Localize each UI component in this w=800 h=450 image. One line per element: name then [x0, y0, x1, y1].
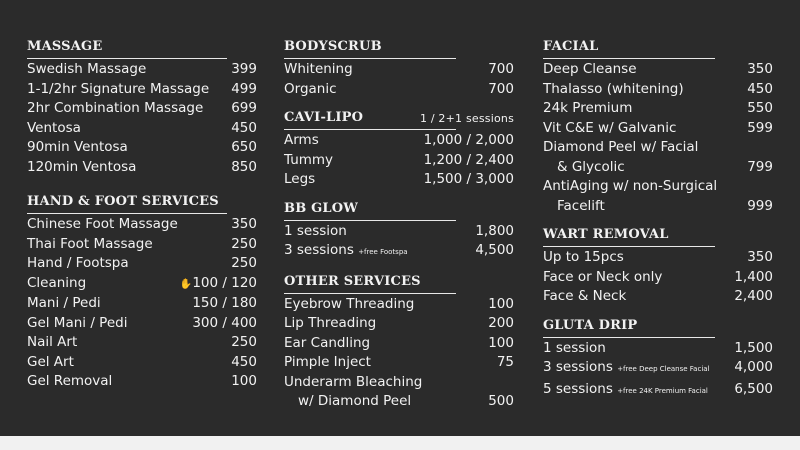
item-price: 250	[231, 235, 257, 252]
item-price: 100	[488, 295, 514, 312]
menu-item	[27, 235, 257, 255]
heading-text: FACIAL	[543, 38, 715, 59]
item-name: Face or Neck only	[543, 268, 663, 285]
section-heading-other	[284, 273, 514, 295]
item-price: 500	[488, 393, 514, 409]
menu-item	[284, 392, 514, 412]
item-price: 100	[488, 334, 514, 351]
item-price: 450	[231, 119, 257, 136]
menu-item	[543, 138, 773, 158]
item-name: Pimple Inject	[284, 354, 371, 370]
item-name: Ventosa	[27, 119, 81, 136]
column-massage-hand-foot	[27, 38, 257, 392]
item-name: Cleaning	[27, 274, 87, 291]
item-name: Swedish Massage	[27, 61, 147, 77]
item-name-text: 5 sessions	[543, 380, 613, 397]
menu-item	[284, 295, 514, 315]
menu-item	[543, 80, 773, 100]
menu-item	[27, 372, 257, 392]
item-name: Gel Art	[27, 353, 74, 370]
menu-item	[27, 274, 257, 295]
section-heading-bodyscrub	[284, 38, 514, 60]
item-name: Nail Art	[27, 334, 78, 350]
item-price: 599	[747, 119, 773, 136]
menu-item	[284, 334, 514, 354]
menu-item	[543, 99, 773, 119]
menu-item	[284, 170, 514, 190]
item-price: 4,000	[734, 359, 773, 375]
item-name: Up to 15pcs	[543, 249, 624, 265]
section-bb-glow	[284, 200, 514, 263]
menu-item	[543, 339, 773, 359]
menu-item	[543, 358, 773, 380]
section-heading-bb-glow	[284, 200, 514, 222]
item-name-text: 1 session	[284, 222, 347, 239]
item-price: 100	[231, 373, 257, 389]
cavi-lipo-session-note: 1 / 2+1 sessions	[419, 112, 514, 125]
menu-item	[27, 99, 257, 119]
item-price: 4,500	[475, 242, 514, 258]
item-price: 700	[488, 80, 514, 97]
heading-text: GLUTA DRIP	[543, 317, 715, 338]
menu-item	[284, 60, 514, 80]
item-price: 1,800	[475, 222, 514, 239]
section-facial	[543, 38, 773, 216]
menu-item	[284, 353, 514, 373]
item-name	[284, 222, 347, 242]
menu-item	[543, 248, 773, 268]
item-name: Facelift	[557, 197, 605, 214]
item-price: 200	[488, 315, 514, 331]
item-name	[543, 380, 708, 402]
menu-item	[27, 314, 257, 334]
item-name: Eyebrow Threading	[284, 295, 415, 312]
section-heading-hand-foot	[27, 193, 257, 215]
section-bodyscrub	[284, 38, 514, 99]
menu-item	[284, 151, 514, 171]
menu-item	[27, 215, 257, 235]
menu-item	[27, 80, 257, 100]
menu-item	[284, 241, 514, 263]
section-heading-gluta	[543, 317, 773, 339]
item-name: Legs	[284, 171, 316, 187]
section-other-services	[284, 273, 514, 412]
section-wart-removal	[543, 226, 773, 307]
item-name: Thai Foot Massage	[27, 235, 153, 252]
heading-text: OTHER SERVICES	[284, 273, 456, 294]
item-name	[543, 339, 606, 359]
item-price: 799	[747, 158, 773, 175]
item-price: 699	[231, 100, 257, 116]
item-price: 850	[231, 158, 257, 175]
item-price: 250	[231, 334, 257, 350]
heading-text: HAND & FOOT SERVICES	[27, 193, 227, 214]
item-name: Deep Cleanse	[543, 61, 637, 77]
item-name-text: 3 sessions	[543, 359, 613, 375]
menu-item	[543, 287, 773, 307]
column-body-other	[284, 38, 514, 412]
menu-item	[543, 268, 773, 288]
item-name: 2hr Combination Massage	[27, 100, 204, 116]
heading-text: WART REMOVAL	[543, 226, 715, 247]
item-price: 300 / 400	[192, 314, 257, 331]
item-price: 450	[747, 80, 773, 97]
item-name-text: 1 session	[543, 339, 606, 356]
item-price: 250	[231, 255, 257, 271]
menu-item	[543, 158, 773, 178]
item-price: 350	[747, 249, 773, 265]
item-note: +free Deep Cleanse Facial	[617, 365, 710, 373]
section-hand-foot	[27, 193, 257, 392]
item-price: 499	[231, 80, 257, 97]
item-name: 120min Ventosa	[27, 158, 137, 175]
item-price: 700	[488, 61, 514, 77]
section-heading-wart	[543, 226, 773, 248]
item-name: Ear Candling	[284, 334, 371, 351]
item-name: Underarm Bleaching	[284, 373, 423, 390]
menu-item	[284, 222, 514, 242]
item-name: Face & Neck	[543, 288, 627, 304]
item-name: Lip Threading	[284, 315, 377, 331]
section-heading-massage	[27, 38, 257, 60]
heading-text: BODYSCRUB	[284, 38, 456, 59]
menu-item	[543, 177, 773, 197]
menu-item	[27, 254, 257, 274]
item-name: Organic	[284, 80, 337, 97]
menu-item	[27, 119, 257, 139]
column-facial-wart-gluta	[543, 38, 773, 401]
menu-item	[284, 373, 514, 393]
menu-item	[27, 353, 257, 373]
menu-item	[284, 314, 514, 334]
item-price: 6,500	[734, 380, 773, 397]
menu-item	[27, 333, 257, 353]
bottom-margin	[0, 436, 800, 450]
item-name: Diamond Peel w/ Facial	[543, 139, 699, 155]
item-note: +free Footspa	[358, 248, 408, 256]
item-price: 75	[496, 354, 514, 370]
item-name: Mani / Pedi	[27, 295, 101, 311]
menu-item	[27, 138, 257, 158]
item-price: 450	[231, 353, 257, 370]
item-name: Hand / Footspa	[27, 255, 129, 271]
item-name: Gel Removal	[27, 373, 113, 389]
item-name: Whitening	[284, 61, 353, 77]
item-name: Chinese Foot Massage	[27, 216, 178, 232]
item-price: 350	[747, 61, 773, 77]
item-name: AntiAging w/ non-Surgical	[543, 178, 718, 194]
item-name	[543, 358, 710, 380]
menu-item	[543, 380, 773, 402]
menu-item	[27, 158, 257, 178]
section-cavi-lipo	[284, 109, 514, 190]
item-price: 1,000 / 2,000	[423, 132, 514, 148]
menu-item	[543, 60, 773, 80]
menu-item	[543, 197, 773, 217]
item-price: 550	[747, 100, 773, 116]
item-name	[284, 241, 408, 263]
item-price: 1,400	[734, 268, 773, 285]
item-price	[180, 274, 257, 295]
menu-item	[543, 119, 773, 139]
item-name-text: 3 sessions	[284, 242, 354, 258]
item-name: Thalasso (whitening)	[543, 80, 684, 97]
menu-item	[284, 80, 514, 100]
item-price: 1,200 / 2,400	[423, 151, 514, 168]
cleaning-price-value: 100 / 120	[192, 274, 257, 291]
item-price: 999	[747, 197, 773, 214]
section-heading-cavi-lipo	[284, 109, 514, 131]
heading-text: BB GLOW	[284, 200, 456, 221]
item-name: Gel Mani / Pedi	[27, 314, 128, 331]
item-price: 150 / 180	[192, 295, 257, 311]
item-price: 399	[231, 61, 257, 77]
item-price: 1,500	[734, 339, 773, 356]
section-massage	[27, 38, 257, 177]
hand-icon: ✋	[179, 278, 193, 290]
item-price: 650	[231, 139, 257, 155]
item-name: w/ Diamond Peel	[298, 393, 412, 409]
item-name: Vit C&E w/ Galvanic	[543, 119, 677, 136]
item-price: 1,500 / 3,000	[423, 171, 514, 187]
item-name: Tummy	[284, 151, 334, 168]
heading-text: CAVI-LIPO	[284, 109, 456, 130]
menu-item	[27, 60, 257, 80]
section-gluta-drip	[543, 317, 773, 402]
section-heading-facial	[543, 38, 773, 60]
item-note: +free 24K Premium Facial	[617, 386, 708, 395]
item-name: 24k Premium	[543, 100, 633, 116]
heading-text: MASSAGE	[27, 38, 227, 59]
item-name: Arms	[284, 132, 319, 148]
item-name: 90min Ventosa	[27, 139, 128, 155]
item-name: 1-1/2hr Signature Massage	[27, 80, 210, 97]
item-price: 2,400	[734, 288, 773, 304]
item-price: 350	[231, 216, 257, 232]
menu-item	[27, 294, 257, 314]
menu-item	[284, 131, 514, 151]
item-name: & Glycolic	[557, 158, 625, 175]
